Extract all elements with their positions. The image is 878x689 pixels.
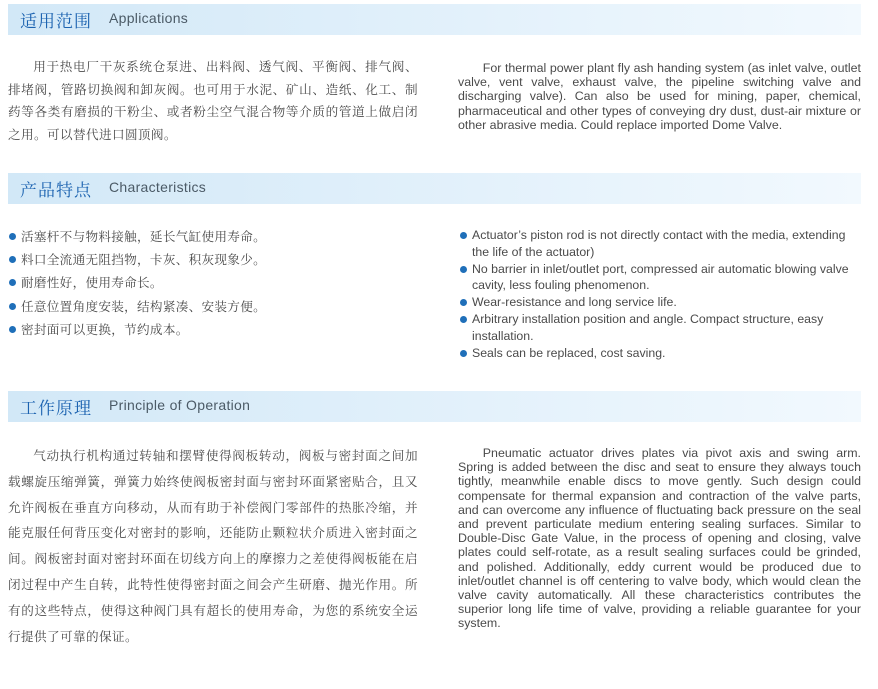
principle-title-en: Principle of Operation: [109, 397, 251, 413]
bullet-dot-icon: [460, 316, 467, 323]
list-item-text: No barrier in inlet/outlet port, compressed air automatic blowing valve cavity, less fouling phenomenon.: [472, 261, 849, 293]
list-item: [8, 295, 266, 318]
list-item: [8, 271, 266, 294]
characteristics-list-en: [458, 227, 861, 361]
applications-title-cn: 适用范围: [20, 12, 92, 32]
principle-header: [8, 391, 861, 422]
characteristics-title-en: Characteristics: [109, 179, 207, 195]
applications-text-cn: 用于热电厂干灰系统仓泵进、出料阀、透气阀、平衡阀、排气阀、排堵阀，管路切换阀和卸灰阀。也可用于水泥、矿山、造纸、化工、制药等各类有磨损的干粉尘、或者粉尘空气混合物等介质的管道上做启闭之用。可以替代进口圆顶阀。: [8, 59, 418, 142]
applications-title-en: Applications: [109, 10, 189, 26]
bullet-dot-icon: [460, 299, 467, 306]
list-item-text: Arbitrary installation position and angle. Compact structure, easy installation.: [472, 311, 824, 343]
applications-header: [8, 4, 861, 35]
list-item: [458, 345, 861, 362]
list-item-text: Seals can be replaced, cost saving.: [472, 345, 666, 360]
bullet-dot-icon: [9, 279, 16, 286]
applications-text-en: For thermal power plant fly ash handing system (as inlet valve, outlet valve, vent valve, exhaust valve, the pipeline switching valve and discharging valve). Can also be used for mining, paper, chemical, pharmaceutical and other types of conveying dry dust, dust-air mixture or other abrasive media. Could replace imported Dome Valve.: [458, 61, 861, 132]
principle-text-en: Pneumatic actuator drives plates via pivot axis and swing arm. Spring is added between the disc and seat to ensure they always touch tightly, meanwhile enable discs to move gently. Such design could compensate for thermal expansion and contraction of the valve parts, and can overcome any influence of fluctuating back pressure on the seal and prevent particulate medium entering sealing surfaces. Similar to Double-Disc Gate Value, in the process of opening and closing, valve plates could self-rotate, as a result sealing surfaces could be grinded, and polished. Additionally, eddy current would be produced due to inlet/outlet channel is off centering to valve body, which would clean the valve cavity automatically. All these characteristics contributes the superior long life time of valve, providing a reliable guarantee for your system.: [458, 446, 861, 631]
list-item: [458, 227, 861, 261]
principle-title-cn: 工作原理: [20, 399, 92, 419]
characteristics-title-cn: 产品特点: [20, 181, 92, 201]
list-item: [458, 261, 861, 295]
list-item: [8, 225, 266, 248]
bullet-dot-icon: [9, 303, 16, 310]
bullet-dot-icon: [9, 256, 16, 263]
characteristics-list-cn: [8, 225, 266, 341]
bullet-dot-icon: [9, 233, 16, 240]
bullet-dot-icon: [460, 266, 467, 273]
list-item: [8, 248, 266, 271]
bullet-dot-icon: [9, 326, 16, 333]
list-item-text: 活塞杆不与物料接触，延长气缸使用寿命。: [21, 229, 266, 244]
list-item: [458, 294, 861, 311]
characteristics-header: [8, 173, 861, 204]
bullet-dot-icon: [460, 232, 467, 239]
list-item-text: Wear-resistance and long service life.: [472, 295, 677, 310]
list-item-text: 耐磨性好，使用寿命长。: [21, 275, 163, 291]
list-item-text: Actuator’s piston rod is not directly contact with the media, extending the life of the actuator): [472, 228, 846, 259]
bullet-dot-icon: [460, 350, 467, 357]
list-item-text: 密封面可以更换，节约成本。: [21, 321, 189, 337]
list-item: [8, 318, 266, 341]
list-item-text: 料口全流通无阻挡物，卡灰、积灰现象少。: [21, 252, 266, 268]
list-item-text: 任意位置角度安装，结构紧凑、安装方便。: [21, 298, 266, 314]
principle-text-cn: 气动执行机构通过转轴和摆臂使得阀板转动，阀板与密封面之间加载螺旋压缩弹簧，弹簧力始终使阀板密封面与密封环面紧密贴合，且又允许阀板在垂直方向移动，从而有助于补偿阀门零部件的热胀冷缩，并能克服任何背压变化对密封的影响，还能防止颗粒状介质进入密封面之间。阀板密封面对密封环面在切线方向上的摩擦力之差使得阀板能在启闭过程中产生自转，此特性使得密封面之间会产生研磨、抛光作用。所有的这些特点，使得这种阀门具有超长的使用寿命，为您的系统安全运行提供了可靠的保证。: [8, 448, 418, 644]
list-item: [458, 311, 861, 345]
